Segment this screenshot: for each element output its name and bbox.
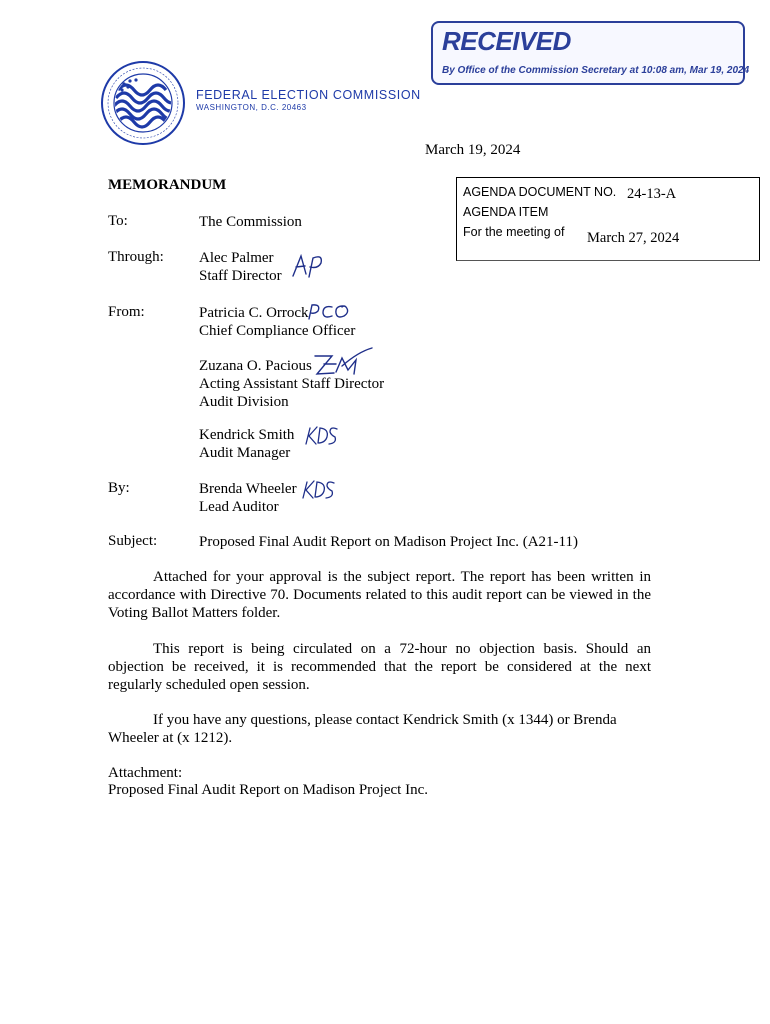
through-label: Through: [108, 249, 164, 265]
by-name: Brenda Wheeler [199, 481, 297, 497]
through-title: Staff Director [199, 268, 282, 284]
signature-initials-ap [290, 252, 330, 280]
from-label: From: [108, 304, 145, 320]
agenda-doc-number: 24-13-A [627, 186, 677, 202]
agenda-item-label: AGENDA ITEM [463, 205, 549, 219]
through-name: Alec Palmer [199, 250, 274, 266]
attachment-value: Proposed Final Audit Report on Madison Project Inc. [108, 782, 428, 798]
from-title-2: Acting Assistant Staff Director [199, 376, 385, 392]
subject-label: Subject: [108, 533, 158, 549]
signature-initials-kds [303, 423, 339, 447]
letterhead-address: WASHINGTON, D.C. 20463 [196, 103, 307, 112]
to-label: To: [108, 213, 128, 229]
stamp-detail: By Office of the Commission Secretary at 10:08 am, Mar 19, 2024 [442, 65, 750, 76]
stamp-title: RECEIVED [442, 26, 571, 56]
signature-initials-kds-2 [300, 477, 336, 501]
from-title-1: Chief Compliance Officer [199, 323, 356, 339]
signature-zop [312, 346, 374, 378]
received-stamp [431, 21, 750, 85]
body-paragraph-3: If you have any questions, please contact Kendrick Smith (x 1344) or Brenda Wheeler at (x 1212). [108, 712, 617, 746]
from-title-3: Audit Manager [199, 445, 291, 461]
body-paragraph-2: This report is being circulated on a 72-hour no objection basis. Should an objection be received, it is recommended that the report be considered at the next regularly scheduled open session. [108, 641, 651, 693]
by-title: Lead Auditor [199, 499, 279, 515]
memo-title: MEMORANDUM [108, 177, 227, 193]
fec-seal-icon [100, 60, 186, 146]
from-name-3: Kendrick Smith [199, 427, 295, 443]
signature-initials-pco [307, 302, 355, 322]
from-name-2: Zuzana O. Pacious [199, 358, 312, 374]
body-paragraph-1: Attached for your approval is the subject report. The report has been written in accordance with Directive 70. Documents related to this audit report can be viewed in the Voting Ballot Matters folder. [108, 569, 651, 621]
by-label: By: [108, 480, 130, 496]
memo-date: March 19, 2024 [425, 142, 521, 158]
meeting-date: March 27, 2024 [587, 230, 680, 246]
agenda-box [456, 177, 760, 261]
to-value: The Commission [199, 214, 302, 230]
subject-value: Proposed Final Audit Report on Madison Project Inc. (A21-11) [199, 534, 578, 550]
agenda-doc-label: AGENDA DOCUMENT NO. [463, 185, 617, 199]
from-name-1: Patricia C. Orrock [199, 305, 309, 321]
attachment-label: Attachment: [108, 765, 183, 781]
letterhead-name: FEDERAL ELECTION COMMISSION [196, 88, 421, 102]
from-division-2: Audit Division [199, 394, 289, 410]
meeting-label: For the meeting of [463, 225, 565, 239]
